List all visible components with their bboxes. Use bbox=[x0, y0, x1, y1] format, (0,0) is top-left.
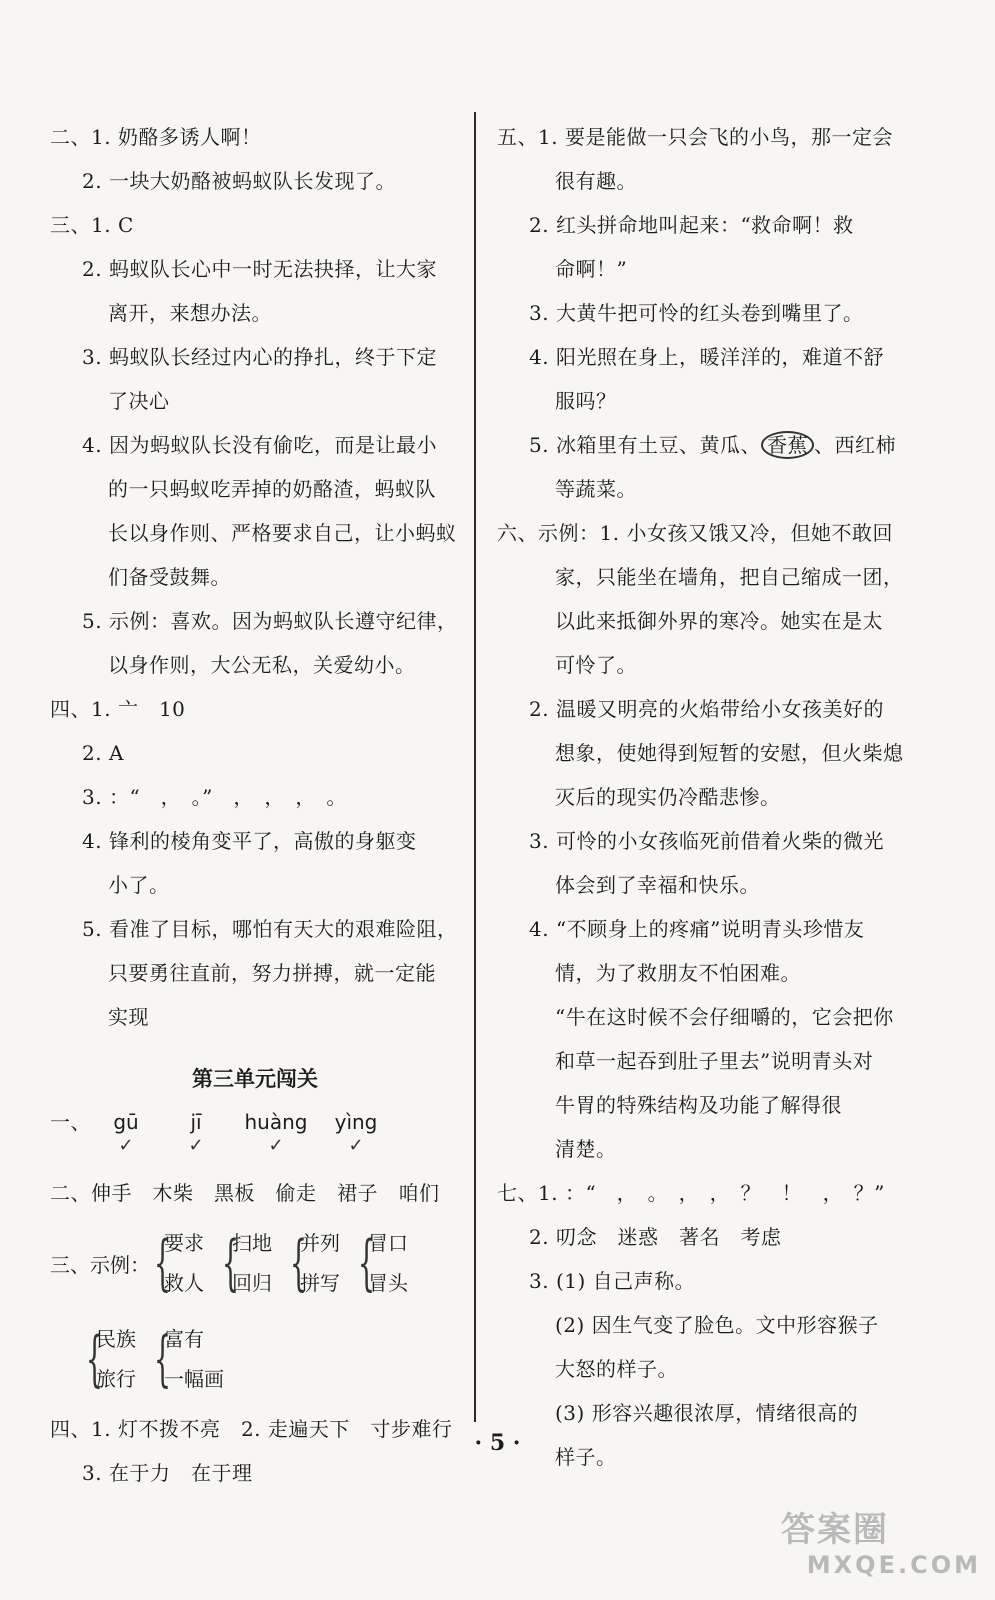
pinyin-item bbox=[321, 1109, 391, 1157]
word-group bbox=[82, 1319, 136, 1399]
word: 回归 bbox=[232, 1271, 272, 1295]
answer-line: 3. (1) 自己声称。 bbox=[529, 1269, 696, 1293]
answer-line: 很有趣。 bbox=[555, 169, 637, 193]
section-heading: 第三单元闯关 bbox=[192, 1066, 318, 1091]
answer-line: 可怜了。 bbox=[555, 653, 637, 677]
pinyin-text: huàng bbox=[244, 1110, 308, 1134]
answer-line: 命啊！” bbox=[555, 257, 628, 281]
word: 一幅画 bbox=[164, 1367, 224, 1391]
answer-line: 2. 温暖又明亮的火焰带给小女孩美好的 bbox=[529, 697, 884, 721]
column-divider bbox=[474, 112, 476, 1422]
check-mark-icon: ✓ bbox=[348, 1135, 364, 1156]
word-group bbox=[286, 1223, 340, 1303]
question-label: 一、 bbox=[50, 1110, 91, 1134]
answer-line: 实现 bbox=[108, 1005, 149, 1029]
page-number: · 5 · bbox=[474, 1430, 521, 1456]
answer-line: 七、1. ：“ ， 。 ， ， ？ ！ ， ？” bbox=[497, 1181, 885, 1205]
answer-line: 想象，使她得到短暂的安慰，但火柴熄 bbox=[555, 741, 904, 765]
word: 民族 bbox=[96, 1327, 136, 1351]
answer-line: 3. 蚂蚁队长经过内心的挣扎，终于下定 bbox=[82, 345, 437, 369]
answer-line: (3) 形容兴趣很浓厚，情绪很高的 bbox=[555, 1401, 859, 1425]
answer-line: 服吗？ bbox=[555, 389, 617, 413]
answer-line: 家，只能坐在墙角，把自己缩成一团， bbox=[555, 565, 904, 589]
check-mark-icon: ✓ bbox=[118, 1135, 134, 1156]
answer-line: 4. 阳光照在身上，暖洋洋的，难道不舒 bbox=[529, 345, 884, 369]
answer-line: 清楚。 bbox=[555, 1137, 617, 1161]
word: 扫地 bbox=[232, 1231, 272, 1255]
answer-line: 5. 示例：喜欢。因为蚂蚁队长遵守纪律， bbox=[82, 609, 458, 633]
answer-line: 以身作则，大公无私，关爱幼小。 bbox=[108, 653, 416, 677]
answer-line: 2. 叨念 迷惑 著名 考虑 bbox=[529, 1225, 782, 1249]
word-group bbox=[150, 1223, 204, 1303]
pinyin-answers bbox=[50, 1109, 460, 1171]
answer-line: 们备受鼓舞。 bbox=[108, 565, 231, 589]
left-column bbox=[50, 115, 460, 1495]
pinyin-item bbox=[231, 1109, 321, 1157]
pinyin-item bbox=[161, 1109, 231, 1157]
answer-line: 样子。 bbox=[555, 1445, 617, 1469]
word-groups-row bbox=[50, 1215, 460, 1311]
answer-line: 二、伸手 木柴 黑板 偷走 裙子 咱们 bbox=[50, 1181, 440, 1205]
answer-text: 5. 冰箱里有土豆、黄瓜、 bbox=[529, 433, 761, 457]
answer-line: 二、1. 奶酪多诱人啊！ bbox=[50, 125, 262, 149]
brace-icon: { bbox=[289, 1228, 308, 1298]
answer-line: 的一只蚂蚁吃弄掉的奶酪渣，蚂蚁队 bbox=[108, 477, 436, 501]
answer-text: 、西红柿 bbox=[813, 433, 896, 457]
logo-url: MXQE.COM bbox=[806, 1551, 981, 1579]
answer-line: 体会到了幸福和快乐。 bbox=[555, 873, 760, 897]
pinyin-item bbox=[91, 1109, 161, 1157]
answer-line: 5. 看准了目标，哪怕有天大的艰难险阻， bbox=[82, 917, 458, 941]
check-mark-icon: ✓ bbox=[188, 1135, 204, 1156]
word: 要求 bbox=[164, 1231, 204, 1255]
brace-icon: { bbox=[153, 1324, 172, 1394]
answer-line: 4. 锋利的棱角变平了，高傲的身躯变 bbox=[82, 829, 417, 853]
answer-line: 只要勇往直前，努力拼搏，就一定能 bbox=[108, 961, 436, 985]
answer-line: 小了。 bbox=[108, 873, 170, 897]
word: 冒口 bbox=[368, 1231, 408, 1255]
answer-line: 灭后的现实仍冷酷悲惨。 bbox=[555, 785, 781, 809]
answer-line: 长以身作则、严格要求自己，让小蚂蚁 bbox=[108, 521, 457, 545]
word: 冒头 bbox=[368, 1271, 408, 1295]
answer-line: 五、1. 要是能做一只会飞的小鸟，那一定会 bbox=[497, 125, 893, 149]
answer-line: 等蔬菜。 bbox=[555, 477, 637, 501]
answer-line: 牛胃的特殊结构及功能了解得很 bbox=[555, 1093, 842, 1117]
answer-line: 大怒的样子。 bbox=[555, 1357, 678, 1381]
word: 拼写 bbox=[300, 1271, 340, 1295]
answer-line: (2) 因生气变了脸色。文中形容猴子 bbox=[555, 1313, 879, 1337]
brace-icon: { bbox=[221, 1228, 240, 1298]
answer-line: 情，为了救朋友不怕困难。 bbox=[555, 961, 801, 985]
word-groups-row bbox=[50, 1311, 460, 1407]
answer-line: 3. 在于力 在于理 bbox=[82, 1461, 253, 1485]
answer-line: 六、示例：1. 小女孩又饿又冷，但她不敢回 bbox=[497, 521, 893, 545]
word-group bbox=[150, 1319, 224, 1399]
answer-line: 四、1. 亠 10 bbox=[50, 697, 186, 721]
answer-line: 和草一起吞到肚子里去”说明青头对 bbox=[555, 1049, 874, 1073]
answer-line: 以此来抵御外界的寒冷。她实在是太 bbox=[555, 609, 883, 633]
pinyin-text: yìng bbox=[334, 1110, 378, 1134]
answer-line: 4. “不顾身上的疼痛”说明青头珍惜友 bbox=[529, 917, 865, 941]
answer-line: 三、1. C bbox=[50, 213, 134, 237]
brace-icon: { bbox=[153, 1228, 172, 1298]
circled-word: 香蕉 bbox=[761, 431, 814, 459]
answer-line: 3. ：“ ， 。” ， ， ， 。 bbox=[82, 785, 347, 809]
answer-line: 了决心 bbox=[108, 389, 170, 413]
question-label: 三、示例： bbox=[50, 1252, 150, 1277]
answer-line: 2. 蚂蚁队长心中一时无法抉择，让大家 bbox=[82, 257, 437, 281]
answer-line: 4. 因为蚂蚁队长没有偷吃，而是让最小 bbox=[82, 433, 437, 457]
pinyin-text: jī bbox=[190, 1110, 202, 1134]
answer-line: “牛在这时候不会仔细嚼的，它会把你 bbox=[555, 1005, 894, 1029]
word: 富有 bbox=[164, 1327, 204, 1351]
answer-line: 3. 大黄牛把可怜的红头卷到嘴里了。 bbox=[529, 301, 864, 325]
word-group bbox=[218, 1223, 272, 1303]
check-mark-icon: ✓ bbox=[268, 1135, 284, 1156]
answer-line: 3. 可怜的小女孩临死前借着火柴的微光 bbox=[529, 829, 884, 853]
logo-text: 答案圈 bbox=[781, 1510, 889, 1550]
word: 并列 bbox=[300, 1231, 340, 1255]
word: 救人 bbox=[164, 1271, 204, 1295]
answer-line: 离开，来想办法。 bbox=[108, 301, 272, 325]
answer-line: 2. 一块大奶酪被蚂蚁队长发现了。 bbox=[82, 169, 396, 193]
answer-line: 四、1. 灯不拨不亮 2. 走遍天下 寸步难行 bbox=[50, 1417, 453, 1441]
site-logo bbox=[781, 1510, 981, 1590]
brace-icon: { bbox=[85, 1324, 104, 1394]
brace-icon: { bbox=[357, 1228, 376, 1298]
answer-line: 2. 红头拼命地叫起来：“救命啊！救 bbox=[529, 213, 854, 237]
word: 旅行 bbox=[96, 1367, 136, 1391]
word-group bbox=[354, 1223, 408, 1303]
answer-line: 2. A bbox=[82, 741, 124, 765]
answer-line bbox=[497, 423, 937, 467]
pinyin-text: gū bbox=[113, 1110, 139, 1134]
right-column bbox=[497, 115, 937, 1479]
